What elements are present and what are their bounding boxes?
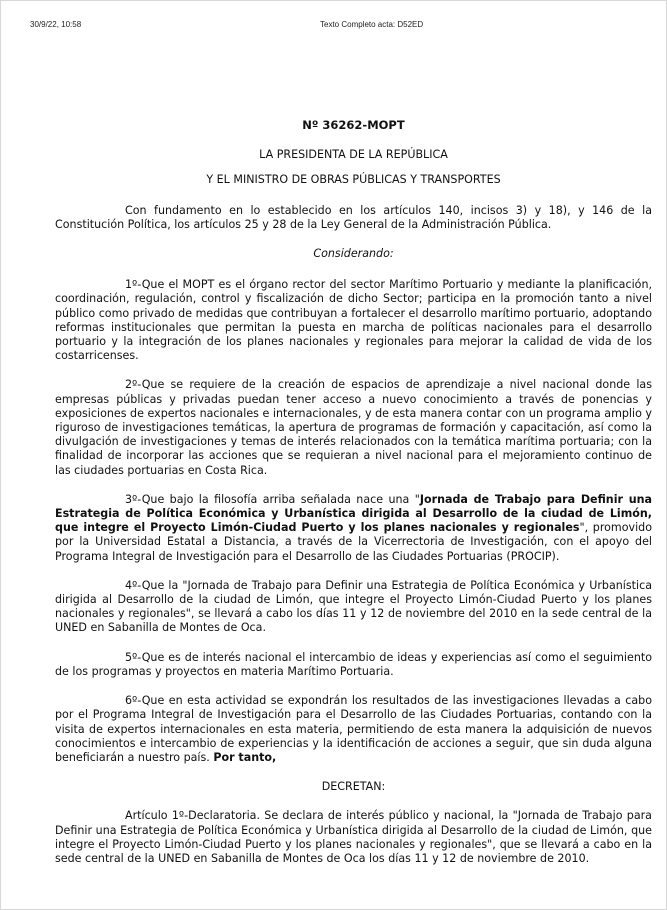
- considerando-heading: Considerando:: [313, 247, 394, 261]
- preamble-paragraph: Con fundamento en lo establecido en los artículos 140, incisos 3) y 18), y 146 de la Constitución Política, los artículos 25 y 28 de la Ley General de la Administración Pública.: [55, 203, 652, 231]
- authority-line-1: LA PRESIDENTA DE LA REPÚBLICA: [259, 148, 448, 162]
- considerando-paragraph-1: 1º-Que el MOPT es el órgano rector del sector Marítimo Portuario y mediante la planificación, coordinación, regulación, control y fiscalización de dicho Sector; participa en la promoción tanto a nivel público como privado de medidas que contribuyan a fortalecer el desarrollo marítimo portuario, adoptando reformas institucionales que permitan la puesta en marcha de políticas nacionales para el desarrollo portuario y la integración de los planes nacionales y regionales para mejorar la calidad de vida de los costarricenses.: [55, 278, 652, 363]
- article-1: Artículo 1º-Declaratoria. Se declara de interés público y nacional, la "Jornada de Trabajo para Definir una Estrategia de Política Económica y Urbanística dirigida al Desarrollo de la ciudad de Limón, que integre el Proyecto Limón-Ciudad Puerto y los planes nacionales y regionales", que se llevará a cabo en la sede central de la UNED en Sabanilla de Montes de Oca los días 11 y 12 de noviembre de 2010.: [55, 809, 652, 865]
- considerando-paragraph-3: [55, 493, 652, 564]
- considerando-paragraph-2: 2º-Que se requiere de la creación de espacios de aprendizaje a nivel nacional donde las empresas públicas y privadas puedan tener acceso a nuevo conocimiento a través de ponencias y exposiciones de expertos nacionales e internacionales, y de esta manera contar con un programa amplio y riguroso de investigaciones temáticas, la apertura de programas de formación y capacitación, así como la divulgación de investigaciones y temas de interés relacionados con la temática marítima portuaria; con la finalidad de incorporar las acciones que se requieran a nivel nacional para el mejoramiento continuo de las ciudades portuarias en Costa Rica.: [55, 378, 652, 477]
- considerando-paragraph-5: 5º-Que es de interés nacional el intercambio de ideas y experiencias así como el seguimiento de los programas y proyectos en materia Marítimo Portuaria.: [55, 650, 652, 678]
- decretan-heading: DECRETAN:: [321, 780, 386, 794]
- por-tanto: Por tanto,: [213, 750, 277, 764]
- authority-line-2: Y EL MINISTRO DE OBRAS PÚBLICAS Y TRANSPORTES: [206, 173, 501, 187]
- p3-text-end: ", promovido por la Universidad Estatal a Distancia, a través de la Vicerrectoria de Investigación, con el apoyo del Programa Integral de Investigación para el Desarrollo de las Ciudades Portuarias (PROCIP).: [55, 521, 652, 563]
- decree-number: Nº 36262-MOPT: [302, 118, 405, 132]
- p6-text: 6º-Que en esta actividad se expondrán los resultados de las investigaciones llevadas a cabo por el Programa Integral de Investigación para el Desarrollo de las Ciudades Portuarias, contando con la visita de expertos internacionales en esta materia, permitiendo de esta manera la adquisición de nuevos conocimientos e intercambio de experiencias y la identificación de acciones a seguir, que sin duda alguna beneficiarán a nuestro país.: [55, 694, 652, 764]
- considerando-paragraph-6: [55, 694, 652, 765]
- document-body: [55, 118, 652, 881]
- considerando-paragraph-4: 4º-Que la "Jornada de Trabajo para Definir una Estrategia de Política Económica y Urbanística dirigida al Desarrollo de la ciudad de Limón, que integre el Proyecto Limón-Ciudad Puerto y los planes nacionales y regionales", se llevará a cabo los días 11 y 12 de noviembre del 2010 en la sede central de la UNED en Sabanilla de Montes de Oca.: [55, 578, 652, 635]
- print-document-title: Texto Completo acta: D52ED: [320, 20, 424, 29]
- print-datetime: 30/9/22, 10:58: [30, 20, 82, 29]
- print-header: [30, 20, 637, 32]
- p3-text-start: 3º-Que bajo la filosofía arriba señalada nace una ": [125, 492, 420, 506]
- p3-event-name: Jornada de Trabajo para Definir una Estrategia de Política Económica y Urbanística dirigida al Desarrollo de la ciudad de Limón, que integre el Proyecto Limón-Ciudad Puerto y los planes nacionales y regionales: [55, 492, 652, 535]
